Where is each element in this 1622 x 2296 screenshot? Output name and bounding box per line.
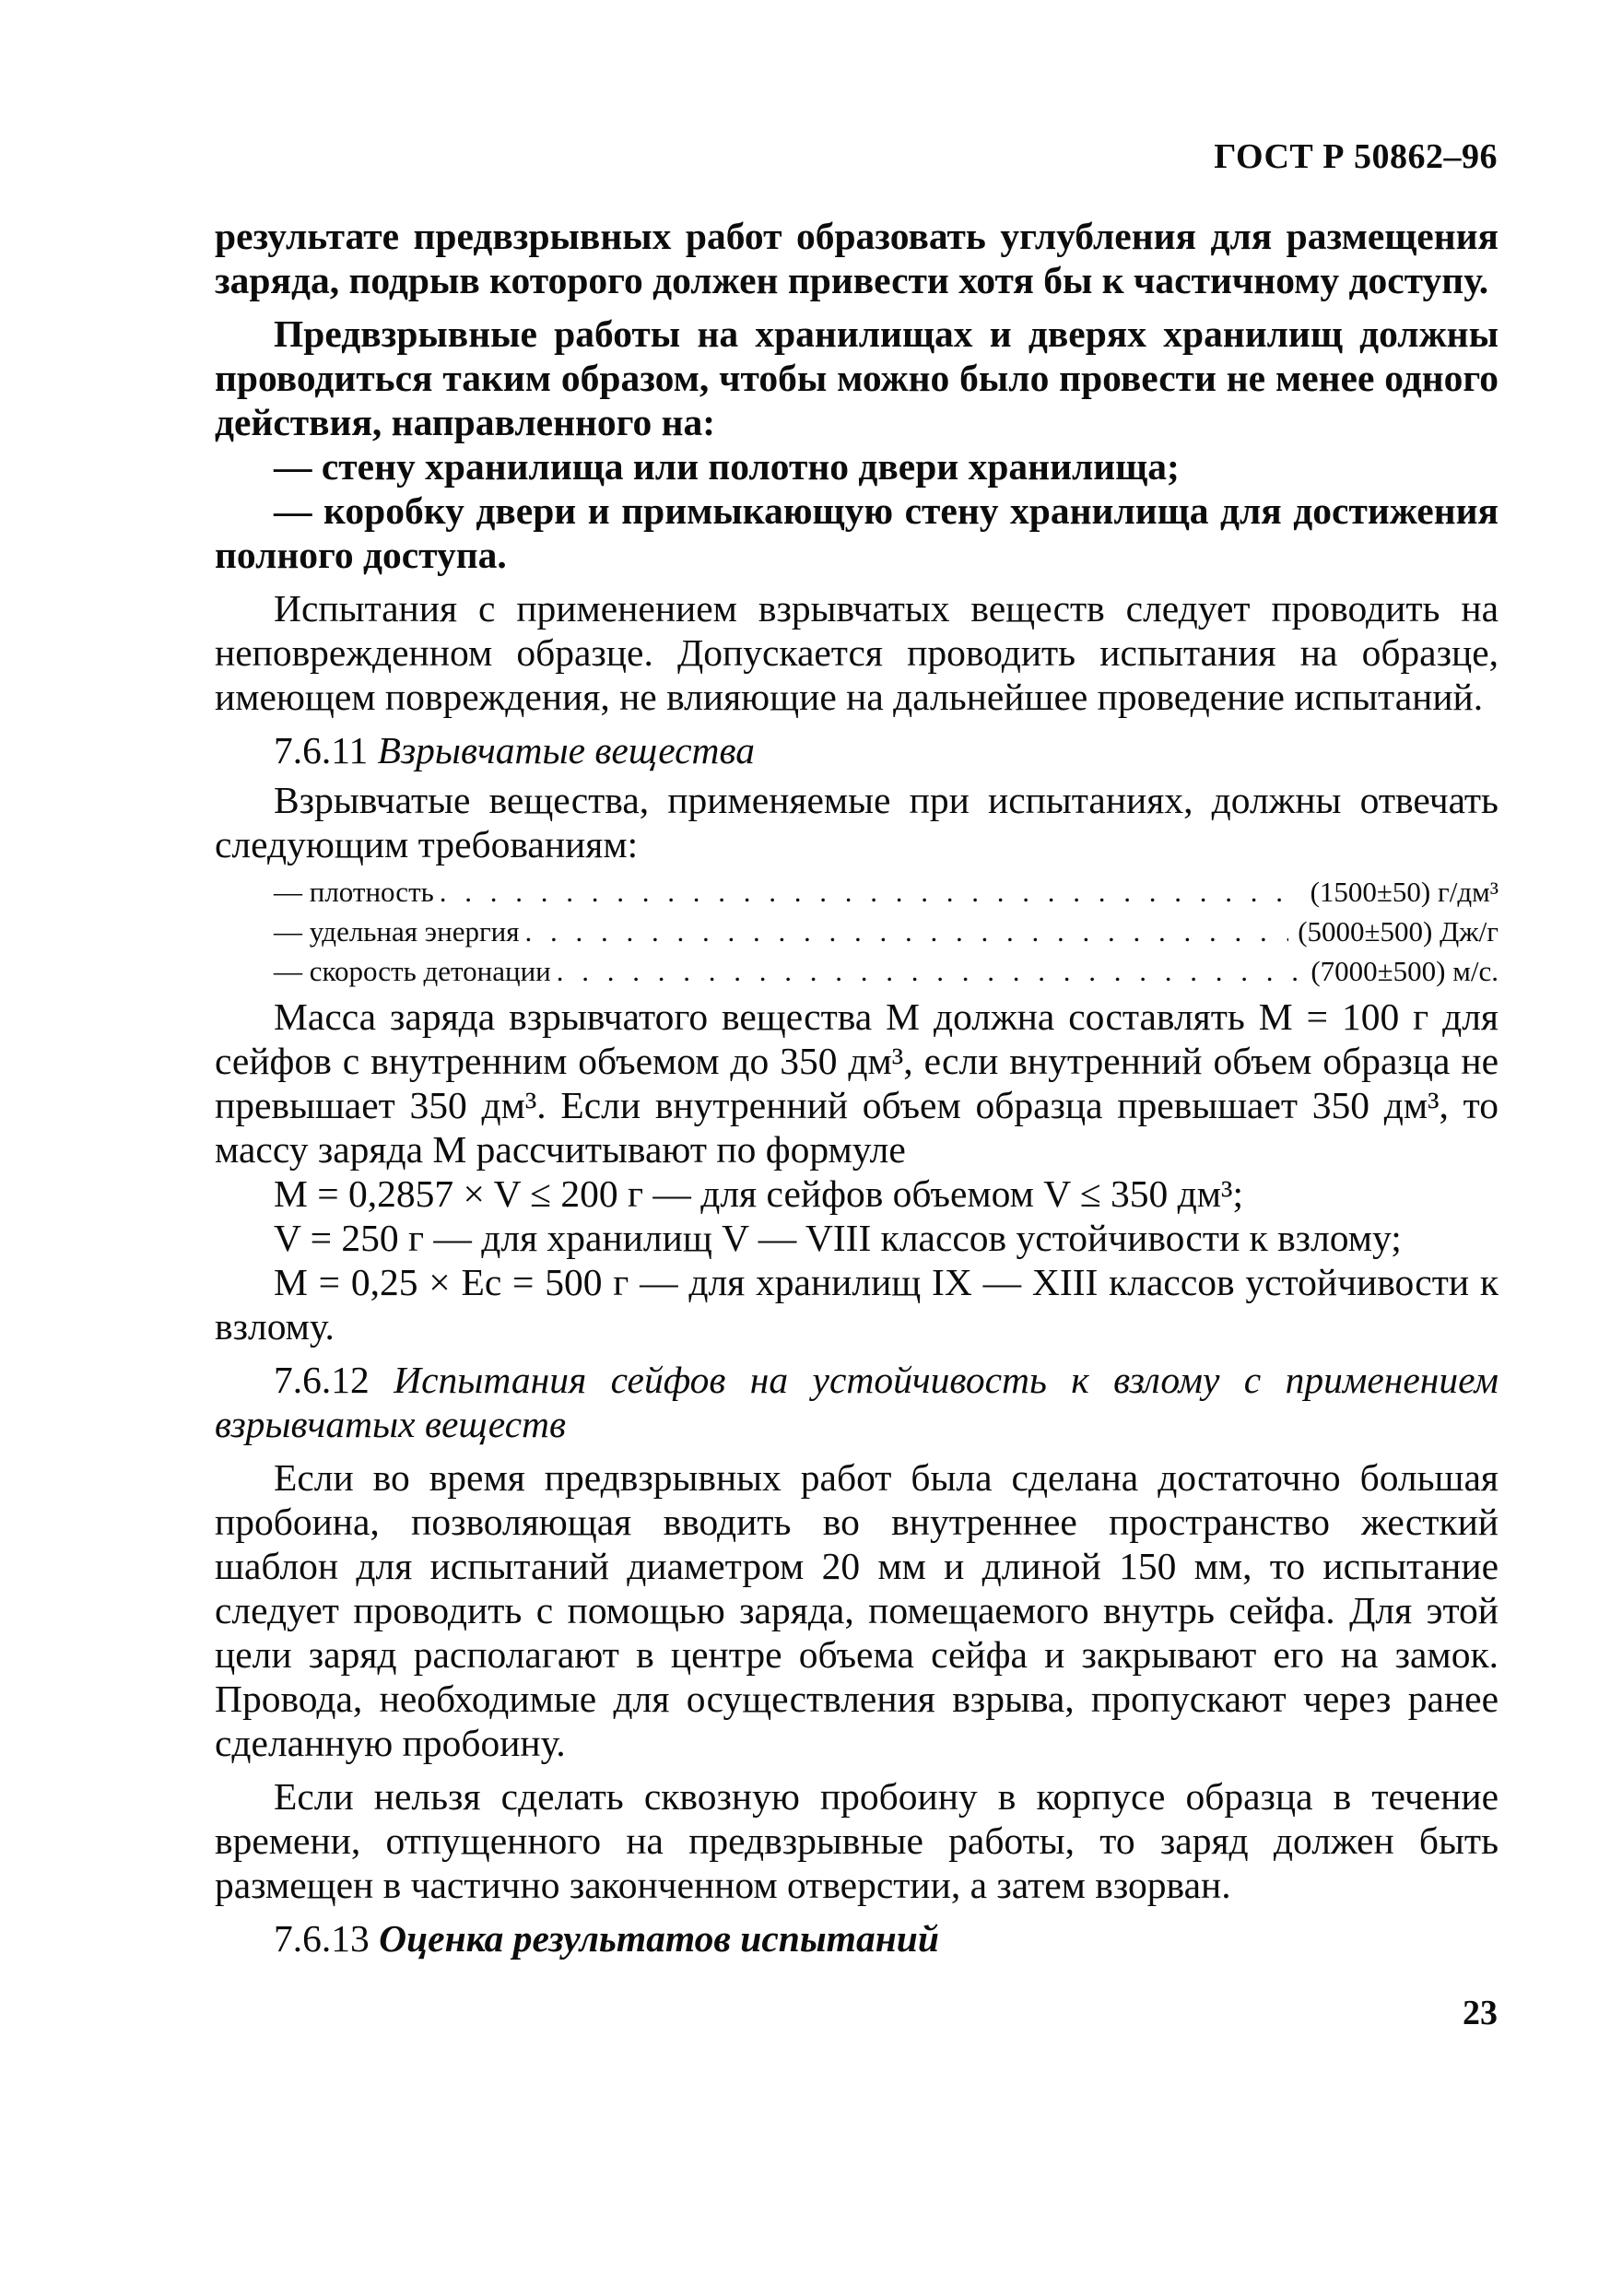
paragraph-continuation: результате предвзрывных работ образовать углубления для размещения заряда, подрыв которого должен привести хотя бы к частичному доступу. — [215, 215, 1499, 301]
requirement-row — [215, 951, 1499, 991]
requirements-list — [215, 872, 1499, 991]
document-header: ГОСТ Р 50862–96 — [1214, 137, 1498, 176]
paragraph-pre-blast-works: Предвзрывные работы на хранилищах и дверях хранилищ должны проводиться таким образом, чтобы можно было провести не менее одного действия, направленного на: — [215, 312, 1499, 443]
section-7-6-13-heading — [215, 1916, 1499, 1960]
formula-vaults-ix-xiii: M = 0,25 × Ec = 500 г — для хранилищ IX — XIII классов устойчивости к взлому. — [215, 1261, 1499, 1348]
formula-safes: M = 0,2857 × V ≤ 200 г — для сейфов объемом V ≤ 350 дм³; — [274, 1172, 1243, 1215]
paragraph-explosive-requirements: Взрывчатые вещества, применяемые при испытаниях, должны отвечать следующим требованиям: — [215, 779, 1499, 865]
paragraph-charge-mass: Масса заряда взрывчатого вещества M должна составлять M = 100 г для сейфов с внутренним объемом до 350 дм³, если внутренний объем образца не превышает 350 дм³. Если внутренний объем образца превышает 350 дм³, то массу заряда M рассчитывают по формуле — [215, 995, 1499, 1171]
section-number: 7.6.11 — [274, 729, 369, 771]
formula-vaults-v-viii: V = 250 г — для хранилищ V — VIII классов устойчивости к взлому; — [274, 1217, 1402, 1259]
requirement-row — [215, 872, 1499, 912]
section-title: Оценка результатов испытаний — [379, 1917, 939, 1960]
list-item-wall: — стену хранилища или полотно двери хранилища; — [274, 445, 1180, 488]
requirement-value: (7000±500) м/с. — [1311, 955, 1499, 987]
requirement-value: (1500±50) г/дм³ — [1310, 876, 1499, 908]
section-title: Испытания сейфов на устойчивость к взлому с применением взрывчатых веществ — [215, 1359, 1499, 1445]
section-number: 7.6.13 — [274, 1917, 370, 1960]
paragraph-internal-charge: Если во время предвзрывных работ была сделана достаточно большая пробоина, позволяющая вводить во внутреннее пространство жесткий шаблон для испытаний диаметром 20 мм и длиной 150 мм, то испытание следует проводить с помощью заряда, помещаемого внутрь сейфа. Для этой цели заряд располагают в центре объема сейфа и закрывают его на замок. Провода, необходимые для осуществления взрыва, пропускают через ранее сделанную пробоину. — [215, 1456, 1499, 1764]
leader-dots — [525, 912, 1289, 951]
requirement-label: — плотность — [274, 876, 434, 908]
requirement-label: — удельная энергия — [274, 915, 520, 948]
leader-dots — [557, 951, 1302, 991]
requirement-value: (5000±500) Дж/г — [1298, 915, 1499, 948]
section-number: 7.6.12 — [274, 1359, 370, 1401]
list-item-door-frame: — коробку двери и примыкающую стену хранилища для достижения полного доступа. — [215, 489, 1499, 576]
paragraph-partial-opening: Если нельзя сделать сквозную пробоину в корпусе образца в течение времени, отпущенного на предвзрывные работы, то заряд должен быть размещен в частично законченном отверстии, а затем взорван. — [215, 1775, 1499, 1906]
page-number: 23 — [1463, 1994, 1498, 2032]
paragraph-explosive-tests: Испытания с применением взрывчатых веществ следует проводить на неповрежденном образце. Допускается проводить испытания на образце, имеющем повреждения, не влияющие на дальнейшее проведение испытаний. — [215, 587, 1499, 718]
section-title: Взрывчатые вещества — [377, 729, 755, 771]
section-7-6-12-heading — [215, 1358, 1499, 1446]
leader-dots — [440, 872, 1301, 912]
requirement-row — [215, 912, 1499, 951]
section-7-6-11-heading — [215, 728, 1499, 772]
document-body — [215, 214, 1499, 1960]
requirement-label: — скорость детонации — [274, 955, 551, 987]
